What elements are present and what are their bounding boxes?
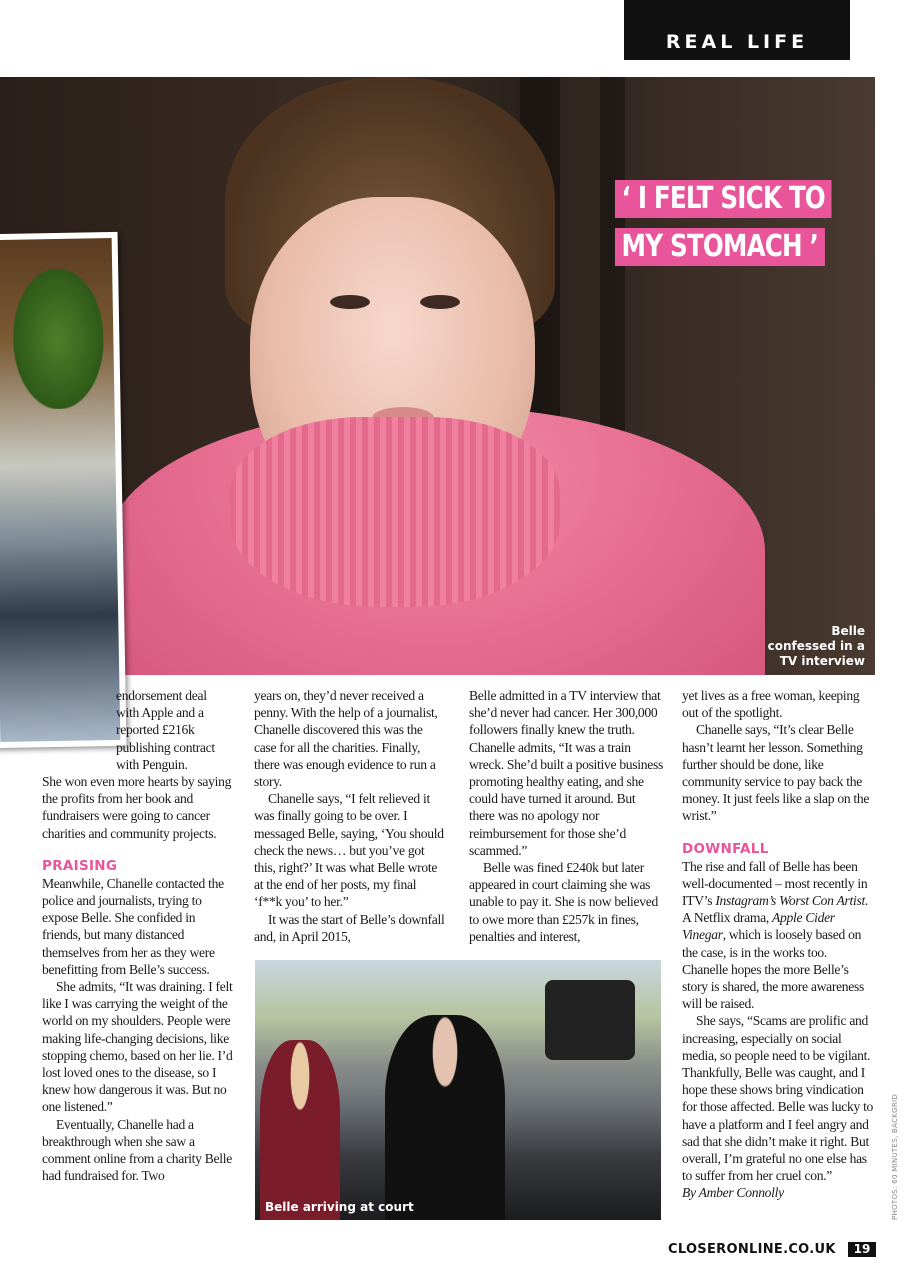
subheading-downfall: DOWNFALL bbox=[682, 840, 769, 857]
section-label: REAL LIFE bbox=[624, 0, 850, 60]
pull-quote-line-2: MY STOMACH ’ bbox=[615, 228, 825, 266]
byline: By Amber Connolly bbox=[682, 1185, 784, 1201]
hero-turtleneck bbox=[230, 417, 560, 607]
body-paragraph: yet lives as a free woman, keeping out of the spotlight. bbox=[682, 688, 860, 721]
body-paragraph: years on, they’d never received a penny. With the help of a journalist, Chanelle discovered this was the case for all the charities. Finally, there was enough evidence to run a story. bbox=[254, 688, 438, 790]
body-paragraph: Chanelle says, “I felt relieved it was finally going to be over. I messaged Belle, saying, ‘You should check the news… but you’ve got this, right?’ It was what Belle wrote at the end of her posts, my final ‘f**k you’ to her.” bbox=[254, 791, 444, 910]
column-2 bbox=[254, 687, 446, 945]
body-paragraph: Meanwhile, Chanelle contacted the police and journalists, trying to expose Belle. She confided in friends, but many distanced themselves from her as they were benefitting from Belle’s success. bbox=[42, 875, 224, 977]
footer-site: CLOSERONLINE.CO.UK bbox=[668, 1242, 836, 1257]
hero-caption: Belle confessed in a TV interview bbox=[767, 624, 865, 668]
body-paragraph: The rise and fall of Belle has been well-documented – most recently in ITV’s Instagram’s Worst Con Artist. A Netflix drama, Apple Cider Vinegar, which is loosely based on the case, is in the works too. Chanelle hopes the more Belle’s story is shared, the more awareness will be raised. bbox=[682, 858, 869, 1012]
inset-photo bbox=[0, 232, 126, 748]
body-paragraph: Belle was fined £240k but later appeared in court claiming she was unable to pay it. She is now believed to owe more than £257k in fines, penalties and interest, bbox=[469, 860, 658, 944]
subheading-praising: PRAISING bbox=[42, 857, 118, 874]
body-paragraph: Chanelle says, “It’s clear Belle hasn’t learnt her lesson. Something further should be done, like community service to pay back the money. It just feels like a slap on the wrist.” bbox=[682, 722, 870, 824]
camera-icon bbox=[545, 980, 635, 1060]
body-paragraph: She admits, “It was draining. I felt like I was carrying the weight of the world on my shoulders. People were making life-changing decisions, like stopping chemo, based on her lie. I’d lost loved ones to the disease, so I knew how dangerous it was. But no one listened.” bbox=[42, 979, 233, 1115]
page-number: 19 bbox=[848, 1242, 876, 1257]
body-paragraph: She won even more hearts by saying the profits from her book and fundraisers were going to cancer charities and community projects. bbox=[42, 774, 232, 841]
body-paragraph: She says, “Scams are prolific and increasing, especially on social media, so people need to be vigilant. Thankfully, Belle was caught, and I hope these shows bring vindication for those affected. Belle was lucky to have a platform and I feel angry and sad that she didn’t make it right. But overall, I’m grateful no one else has to suffer from her cruel con.” bbox=[682, 1013, 874, 1184]
body-paragraph: Belle admitted in a TV interview that she’d never had cancer. Her 300,000 followers finally knew the truth. Chanelle admits, “It was a train wreck. She’d built a positive business promoting healthy eating, and she could have turned it around. But there was no apology nor reimbursement for those she’d scammed.” bbox=[469, 688, 663, 858]
pull-quote bbox=[615, 180, 825, 276]
body-paragraph: Eventually, Chanelle had a breakthrough when she saw a comment online from a charity Belle had fundraised for. Two bbox=[42, 1116, 232, 1184]
photo-credit: PHOTOS: 60 MINUTES, BACKGRID bbox=[891, 1093, 899, 1220]
column-3 bbox=[469, 687, 663, 945]
body-paragraph: It was the start of Belle’s downfall and, in April 2015, bbox=[254, 911, 445, 944]
hero-photo bbox=[0, 77, 875, 675]
column-1: endorsement deal with Apple and a reported £216k publishing contract with Penguin. She won even more hearts by saying the profits from her book and fundraisers were going to cancer charities and community projects. PRAISING Meanwhile, Chanelle contacted the police and journalists, trying to expose Belle. She confided in friends, but many distanced themselves from her as they were benefitting from Belle’s success. She admits, “It was draining. I felt like I was carrying the weight of the world on my shoulders. People were making life-changing decisions, like stopping chemo, based on her lie. I’d lost loved ones to the disease, so I knew how dangerous it was. But no one listened.” Eventually, Chanelle had a breakthrough when she saw a comment online from a charity Belle had fundraised for. Two bbox=[42, 688, 233, 1184]
column-4 bbox=[682, 687, 876, 1202]
court-caption: Belle arriving at court bbox=[265, 1200, 414, 1214]
pull-quote-line-1: ‘ I FELT SICK TO bbox=[615, 180, 831, 218]
court-photo bbox=[255, 960, 661, 1220]
